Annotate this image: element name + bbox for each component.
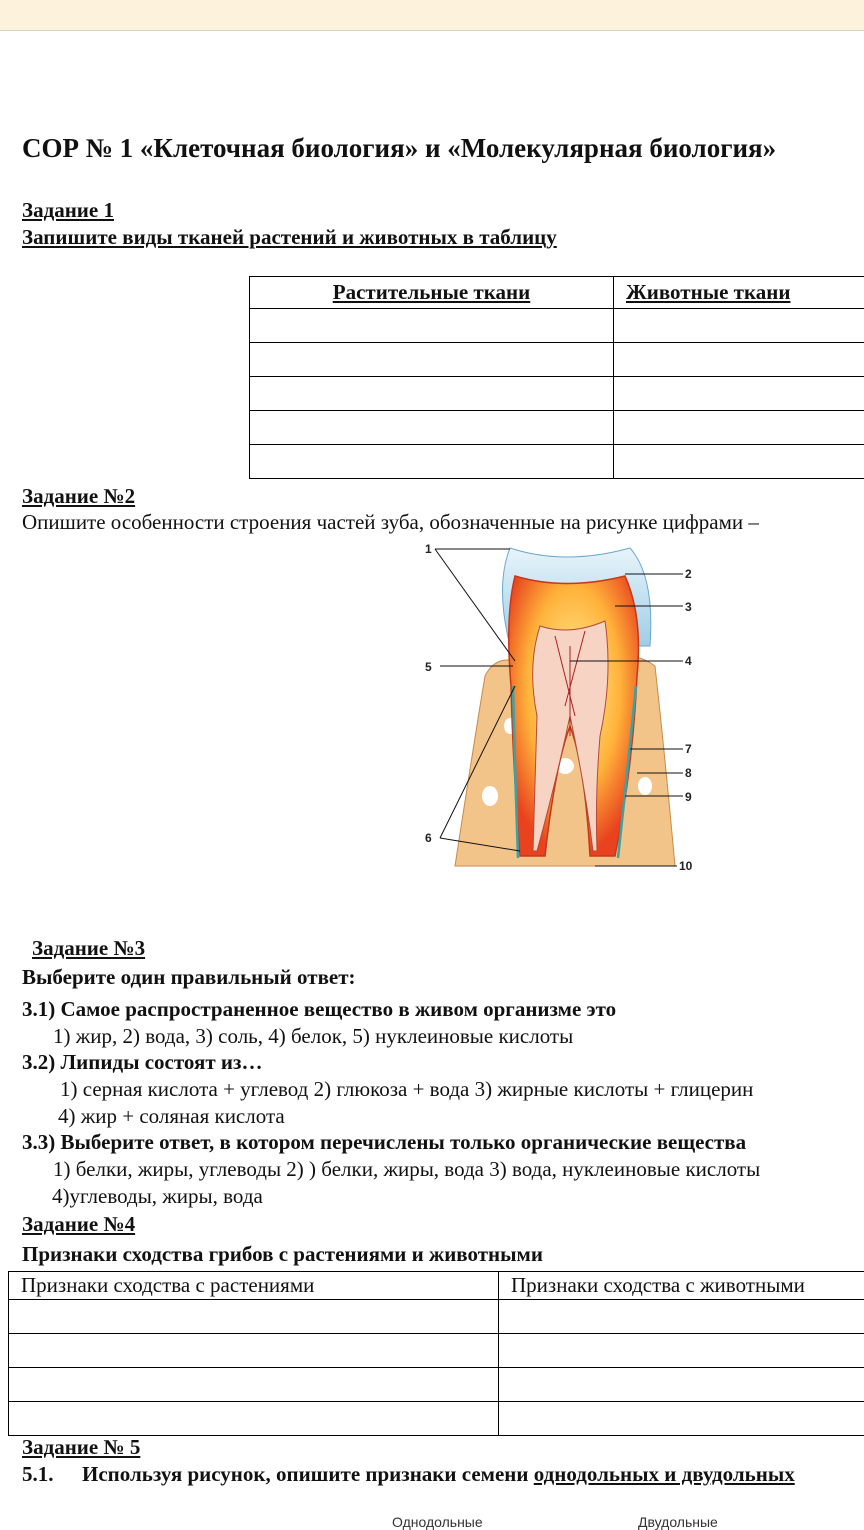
table-cell[interactable] <box>9 1402 499 1436</box>
table-cell[interactable] <box>614 445 864 479</box>
column-header-plant-similarity: Признаки сходства с растениями <box>9 1272 499 1300</box>
task5-heading: Задание № 5 <box>22 1435 140 1460</box>
cut-off-label-monocots: Однодольные <box>392 1514 483 1530</box>
table-cell[interactable] <box>614 343 864 377</box>
question-3-2-options-cont: 4) жир + соляная кислота <box>58 1104 285 1129</box>
figure-label: 2 <box>685 567 692 581</box>
task1-heading: Задание 1 <box>22 198 114 223</box>
column-header-animal-similarity: Признаки сходства с животными <box>499 1272 864 1300</box>
figure-label: 5 <box>425 660 432 674</box>
question-5-1-number: 5.1. <box>22 1462 54 1487</box>
table-cell[interactable] <box>250 445 614 479</box>
page-title: СОР № 1 «Клеточная биология» и «Молекулярная биология» <box>22 133 776 164</box>
table-cell[interactable] <box>250 377 614 411</box>
figure-label: 10 <box>679 859 693 873</box>
table-row <box>250 343 864 377</box>
fungi-similarity-table <box>8 1271 864 1436</box>
bone-hole <box>482 786 498 806</box>
table-row <box>250 445 864 479</box>
table-row <box>250 377 864 411</box>
question-5-1 <box>82 1462 795 1487</box>
figure-label: 1 <box>425 542 432 556</box>
table-row <box>9 1368 864 1402</box>
tissues-table <box>249 276 864 479</box>
table-row <box>9 1402 864 1436</box>
cut-off-label-dicots: Двудольные <box>638 1514 718 1530</box>
table-cell[interactable] <box>499 1300 864 1334</box>
table-cell[interactable] <box>9 1334 499 1368</box>
table-cell[interactable] <box>614 377 864 411</box>
task3-heading: Задание №3 <box>32 936 145 961</box>
figure-label: 8 <box>685 766 692 780</box>
task2-heading: Задание №2 <box>22 484 135 509</box>
figure-label: 7 <box>685 742 692 756</box>
question-3-2: 3.2) Липиды состоят из… <box>22 1050 262 1075</box>
figure-label: 3 <box>685 600 692 614</box>
task2-instruction: Опишите особенности строения частей зуба, обозначенные на рисунке цифрами – <box>22 510 759 535</box>
question-5-1-text: Используя рисунок, опишите признаки семени <box>82 1462 534 1486</box>
table-cell[interactable] <box>250 411 614 445</box>
table-cell[interactable] <box>250 343 614 377</box>
table-cell[interactable] <box>9 1300 499 1334</box>
column-header-plant-tissues: Растительные ткани <box>250 277 614 309</box>
question-3-3-options-cont: 4)углеводы, жиры, вода <box>52 1184 263 1209</box>
table-cell[interactable] <box>9 1368 499 1402</box>
table-cell[interactable] <box>499 1368 864 1402</box>
task4-heading: Задание №4 <box>22 1212 135 1237</box>
question-3-1: 3.1) Самое распространенное вещество в живом организме это <box>22 997 616 1022</box>
browser-top-bar <box>0 0 864 31</box>
column-header-animal-tissues: Животные ткани <box>614 277 864 309</box>
question-3-1-options: 1) жир, 2) вода, 3) соль, 4) белок, 5) нуклеиновые кислоты <box>53 1024 573 1049</box>
table-row <box>250 309 864 343</box>
table-cell[interactable] <box>614 411 864 445</box>
tooth-diagram <box>415 536 715 886</box>
bone-hole <box>638 777 652 795</box>
question-3-3: 3.3) Выберите ответ, в котором перечислены только органические вещества <box>22 1130 746 1155</box>
table-row <box>9 1300 864 1334</box>
table-cell[interactable] <box>250 309 614 343</box>
table-row <box>250 411 864 445</box>
table-cell[interactable] <box>614 309 864 343</box>
figure-label: 9 <box>685 790 692 804</box>
task1-instruction: Запишите виды тканей растений и животных в таблицу <box>22 225 557 250</box>
question-5-1-underlined: однодольных и двудольных <box>534 1462 795 1486</box>
task4-subheading: Признаки сходства грибов с растениями и животными <box>22 1242 543 1267</box>
table-row <box>9 1334 864 1368</box>
task3-subheading: Выберите один правильный ответ: <box>22 965 356 990</box>
question-3-2-options: 1) серная кислота + углевод 2) глюкоза + вода 3) жирные кислоты + глицерин <box>60 1077 753 1102</box>
table-cell[interactable] <box>499 1334 864 1368</box>
table-cell[interactable] <box>499 1402 864 1436</box>
question-3-3-options: 1) белки, жиры, углеводы 2) ) белки, жиры, вода 3) вода, нуклеиновые кислоты <box>53 1157 760 1182</box>
figure-label: 6 <box>425 831 432 845</box>
figure-label: 4 <box>685 654 692 668</box>
